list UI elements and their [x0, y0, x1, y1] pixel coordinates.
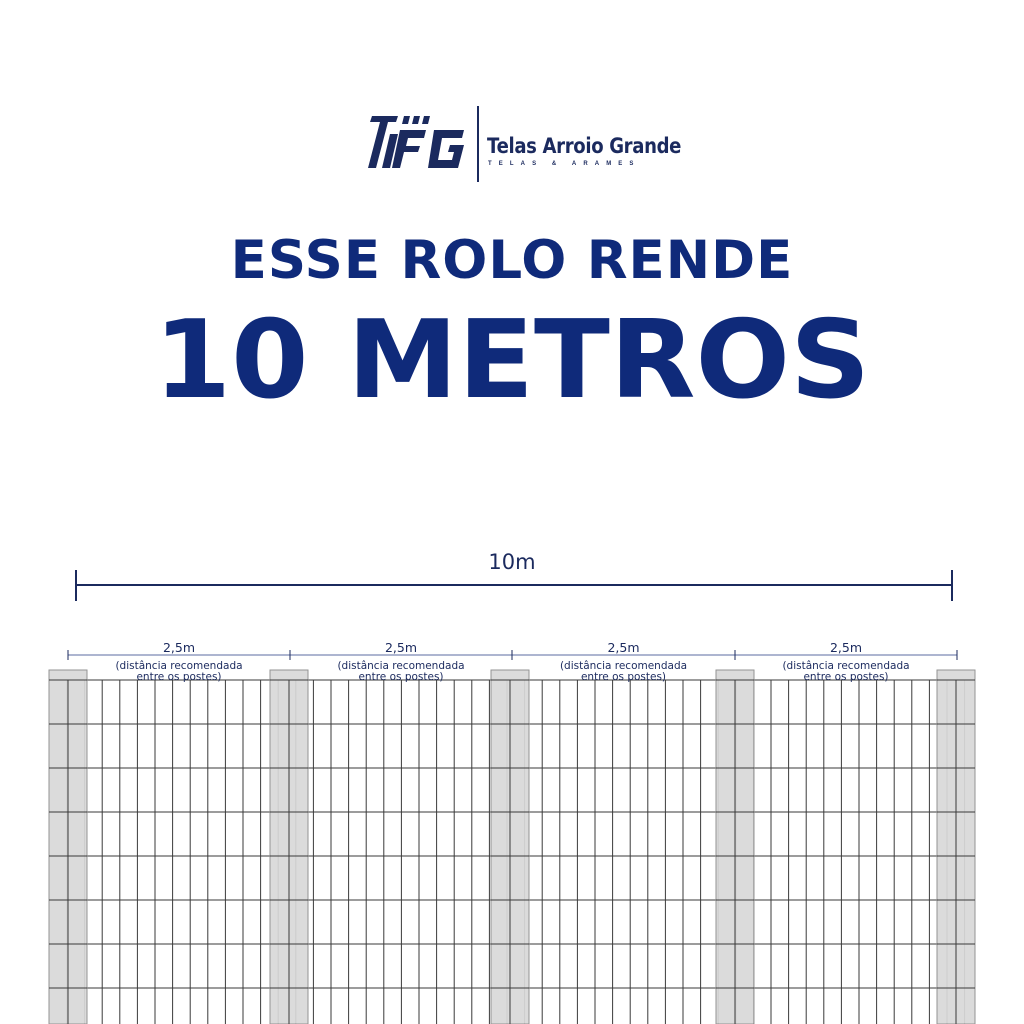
segment-note-line1: (distância recomendada	[115, 660, 243, 672]
segment-note-line2: entre os postes)	[136, 671, 222, 683]
fence-posts	[49, 670, 975, 1024]
brand-logo	[368, 106, 682, 182]
segment-note-line1: (distância recomendada	[782, 660, 910, 672]
segment-note-line2: entre os postes)	[803, 671, 889, 683]
segment-length-label: 2,5m	[607, 640, 640, 655]
segment-note-line1: (distância recomendada	[337, 660, 465, 672]
tag-monogram-logo	[368, 114, 468, 174]
segment-note-line2: entre os postes)	[580, 671, 667, 683]
headline-intro: ESSE ROLO RENDE	[230, 230, 794, 291]
segment-note-line1: (distância recomendada	[559, 660, 688, 672]
segment-length-label: 2,5m	[829, 640, 863, 655]
total-length-label: 10m	[488, 550, 536, 574]
dimension-lines	[68, 550, 957, 683]
logo-divider	[477, 106, 479, 182]
segment-length-label: 2,5m	[162, 640, 196, 655]
segment-length-label: 2,5m	[384, 640, 418, 655]
brand-tagline: TELAS & ARAMES	[488, 161, 641, 167]
headline-length: 10 METROS	[153, 298, 871, 423]
fence-diagram	[0, 540, 1024, 1024]
segment-note-line2: entre os postes)	[358, 671, 444, 683]
brand-name: Telas Arroio Grande	[487, 134, 682, 158]
